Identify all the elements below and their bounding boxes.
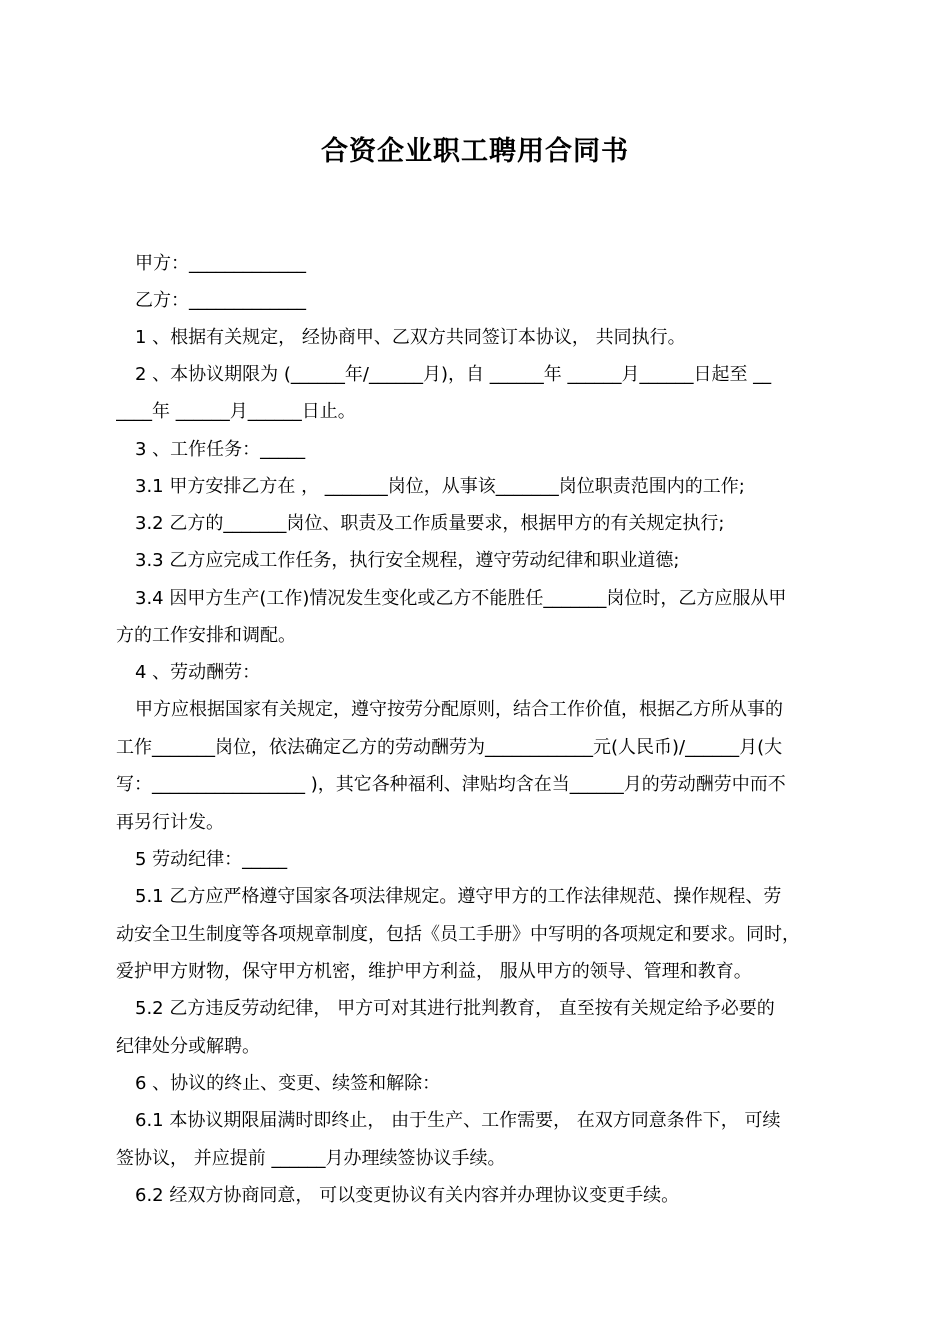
clause-1: 1 、根据有关规定， 经协商甲、乙双方共同签订本协议， 共同执行。 [135, 327, 686, 348]
clause-5-1-cont-2: 爱护甲方财物，保守甲方机密，维护甲方利益， 服从甲方的领导、管理和教育。 [116, 961, 752, 982]
clause-3: 3 、工作任务：_____ [135, 439, 306, 460]
party-b-line: 乙方：_____________ [135, 290, 306, 311]
clause-4-text: 甲方应根据国家有关规定，遵守按劳分配原则，结合工作价值，根据乙方所从事的 [135, 699, 783, 720]
clause-3-1: 3.1 甲方安排乙方在 ， _______岗位，从事该_______岗位职责范围内的工作; [135, 476, 745, 497]
clause-4-text-cont-3: 再另行计发。 [116, 812, 224, 833]
clause-6-1-cont: 签协议， 并应提前 ______月办理续签协议手续。 [116, 1148, 506, 1169]
clause-3-4-cont: 方的工作安排和调配。 [116, 625, 296, 646]
clause-4-text-cont-1: 工作_______岗位，依法确定乙方的劳动酬劳为____________元(人民币)/______月(大 [116, 737, 783, 758]
clause-5-1: 5.1 乙方应严格遵守国家各项法律规定。遵守甲方的工作法律规范、操作规程、劳 [135, 886, 782, 907]
clause-5-1-cont-1: 动安全卫生制度等各项规章制度，包括《员工手册》中写明的各项规定和要求。同时， [116, 924, 800, 945]
clause-5-2-cont: 纪律处分或解聘。 [116, 1036, 260, 1057]
clause-4-text-cont-2: 写：_________________ )，其它各种福利、津贴均含在当______月的劳动酬劳中而不 [116, 774, 786, 795]
clause-6-1: 6.1 本协议期限届满时即终止， 由于生产、工作需要， 在双方同意条件下， 可续 [135, 1110, 781, 1131]
clause-5: 5 劳动纪律：_____ [135, 849, 288, 870]
clause-3-2: 3.2 乙方的_______岗位、职责及工作质量要求，根据甲方的有关规定执行; [135, 513, 725, 534]
clause-4: 4 、劳动酬劳： [135, 662, 261, 683]
clause-5-2: 5.2 乙方违反劳动纪律， 甲方可对其进行批判教育， 直至按有关规定给予必要的 [135, 998, 775, 1019]
clause-6: 6 、协议的终止、变更、续签和解除： [135, 1073, 441, 1094]
clause-3-4: 3.4 因甲方生产(工作)情况发生变化或乙方不能胜任_______岗位时，乙方应服从甲 [135, 588, 787, 609]
party-a-line: 甲方：_____________ [135, 253, 306, 274]
clause-3-3: 3.3 乙方应完成工作任务，执行安全规程，遵守劳动纪律和职业道德; [135, 550, 680, 571]
document-title: 合资企业职工聘用合同书 [321, 136, 629, 167]
clause-2: 2 、本协议期限为 (______年/______月)，自 ______年 ______月______日起至 __ [135, 364, 772, 385]
clause-2-cont: ____年 ______月______日止。 [116, 401, 356, 422]
clause-6-2: 6.2 经双方协商同意， 可以变更协议有关内容并办理协议变更手续。 [135, 1185, 680, 1206]
